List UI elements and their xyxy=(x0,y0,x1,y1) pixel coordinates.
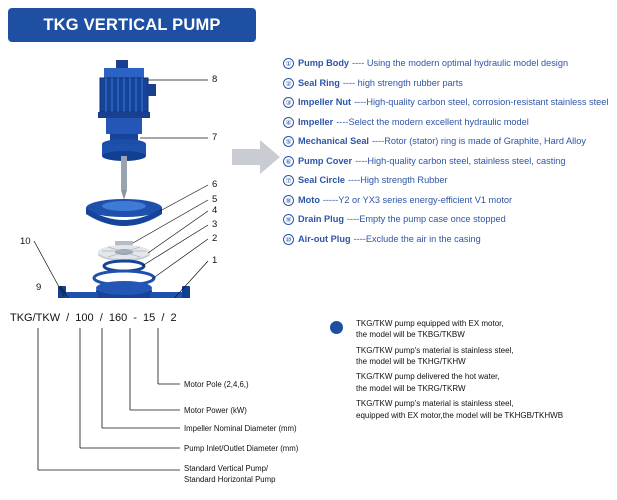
right-arrow-icon xyxy=(232,140,280,174)
legend-number-icon-3: ③ xyxy=(283,97,294,108)
model-note-inlet-dia: Pump Inlet/Outlet Diameter (mm) xyxy=(184,444,299,453)
ex-note-line-8: equipped with EX motor,the model will be TKHGB/TKHWB xyxy=(356,410,564,420)
legend-name-3: Impeller Nut xyxy=(298,97,352,107)
legend-item-2 xyxy=(283,78,613,89)
legend-item-7 xyxy=(283,175,613,186)
model-code-string xyxy=(10,312,177,324)
model-code-field-1: 100 xyxy=(75,312,94,324)
ex-note-line-4: the model will be TKHG/TKHW xyxy=(356,357,466,367)
legend-number-icon-10: ⑩ xyxy=(283,234,294,245)
legend-name-4: Impeller xyxy=(298,116,334,127)
legend-item-6 xyxy=(283,156,613,167)
legend-number-icon-4: ④ xyxy=(283,117,294,128)
model-code-field-3: 15 xyxy=(143,312,156,324)
legend-name-1: Pump Body xyxy=(298,58,350,68)
ex-note-line-2: the model will be TKBG/TKBW xyxy=(356,330,465,340)
model-note-motor-pole: Motor Pole (2,4,6,) xyxy=(184,380,249,389)
model-note-motor-power: Motor Power (kW) xyxy=(184,406,247,415)
model-code-field-4: 2 xyxy=(170,312,177,324)
model-note-standard-vertical: Standard Vertical Pump/ xyxy=(184,464,269,473)
model-code-sep-2: / xyxy=(99,312,103,324)
legend-name-5: Mechanical Seal xyxy=(298,136,369,146)
callout-leader-lines xyxy=(20,48,260,298)
legend-item-8 xyxy=(283,195,613,206)
legend-number-icon-6: ⑥ xyxy=(283,156,294,167)
ex-note-line-1: TKG/TKW pump equipped with EX motor, xyxy=(356,319,504,328)
legend-desc-4: ----Select the modern excellent hydraulic model xyxy=(336,116,529,127)
legend-desc-5: ----Rotor (stator) ring is made of Graphite, Hard Alloy xyxy=(371,136,586,146)
ex-note-line-6: the model will be TKRG/TKRW xyxy=(356,383,466,393)
page-title-banner xyxy=(8,8,256,42)
legend-item-1 xyxy=(283,58,613,69)
model-code-sep-3: - xyxy=(133,312,137,324)
legend-number-icon-2: ② xyxy=(283,78,294,89)
legend-number-icon-5: ⑤ xyxy=(283,136,294,147)
callout-number-1: 1 xyxy=(212,255,218,266)
ex-note-line-7: TKG/TKW pump's material is stainless steel, xyxy=(356,399,514,409)
legend-name-7: Seal Circle xyxy=(298,175,345,185)
legend-name-10: Air-out Plug xyxy=(298,233,351,244)
legend-desc-7: ----High strength Rubber xyxy=(348,175,448,185)
callout-number-7: 7 xyxy=(212,132,218,143)
legend-desc-6: ----High-quality carbon steel, stainless steel, casting xyxy=(355,155,566,166)
ex-note-line-3: TKG/TKW pump's material is stainless steel, xyxy=(356,345,514,355)
callout-number-2: 2 xyxy=(212,233,218,244)
component-legend-list xyxy=(283,58,613,253)
legend-desc-8: -----Y2 or YX3 series energy-efficient V1 motor xyxy=(322,194,513,205)
callout-number-4: 4 xyxy=(212,205,218,216)
legend-name-2: Seal Ring xyxy=(298,77,340,88)
callout-number-5: 5 xyxy=(212,194,218,205)
page-title: TKG VERTICAL PUMP xyxy=(43,15,221,34)
legend-number-icon-1: ① xyxy=(283,58,294,69)
ex-note-line-5: TKG/TKW pump delivered the hot water, xyxy=(356,372,500,382)
legend-item-9 xyxy=(283,214,613,225)
ex-motor-notes xyxy=(330,318,610,421)
callout-number-3: 3 xyxy=(212,219,218,230)
legend-item-10 xyxy=(283,234,613,245)
callout-number-10: 10 xyxy=(20,236,31,247)
legend-number-icon-7: ⑦ xyxy=(283,175,294,186)
legend-item-4 xyxy=(283,117,613,128)
legend-item-5 xyxy=(283,136,613,147)
pump-exploded-diagram xyxy=(20,48,260,298)
callout-number-8: 8 xyxy=(212,74,218,85)
model-note-impeller-dia: Impeller Nominal Diameter (mm) xyxy=(184,424,297,433)
model-code-sep-4: / xyxy=(161,312,165,324)
callout-number-6: 6 xyxy=(212,179,218,190)
legend-desc-9: ----Empty the pump case once stopped xyxy=(346,214,506,224)
legend-name-6: Pump Cover xyxy=(298,155,353,166)
legend-desc-2: ---- high strength rubber parts xyxy=(342,77,463,88)
blue-dot-icon xyxy=(330,321,343,334)
model-note-standard-horizontal: Standard Horizontal Pump xyxy=(184,475,276,484)
model-code-sep-1: / xyxy=(66,312,70,324)
model-code-prefix: TKG/TKW xyxy=(10,312,61,324)
legend-item-3 xyxy=(283,97,613,108)
model-code-field-2: 160 xyxy=(108,312,128,324)
legend-number-icon-9: ⑨ xyxy=(283,214,294,225)
legend-name-9: Drain Plug xyxy=(298,214,344,224)
callout-number-9: 9 xyxy=(36,282,42,293)
legend-name-8: Moto xyxy=(298,194,320,205)
legend-number-icon-8: ⑧ xyxy=(283,195,294,206)
model-code-explanation xyxy=(10,312,328,492)
legend-desc-10: ----Exclude the air in the casing xyxy=(353,233,481,244)
legend-desc-1: ---- Using the modern optimal hydraulic model design xyxy=(352,58,569,68)
legend-desc-3: ----High-quality carbon steel, corrosion-resistant stainless steel xyxy=(354,97,609,107)
model-code-leader-lines xyxy=(10,326,328,492)
